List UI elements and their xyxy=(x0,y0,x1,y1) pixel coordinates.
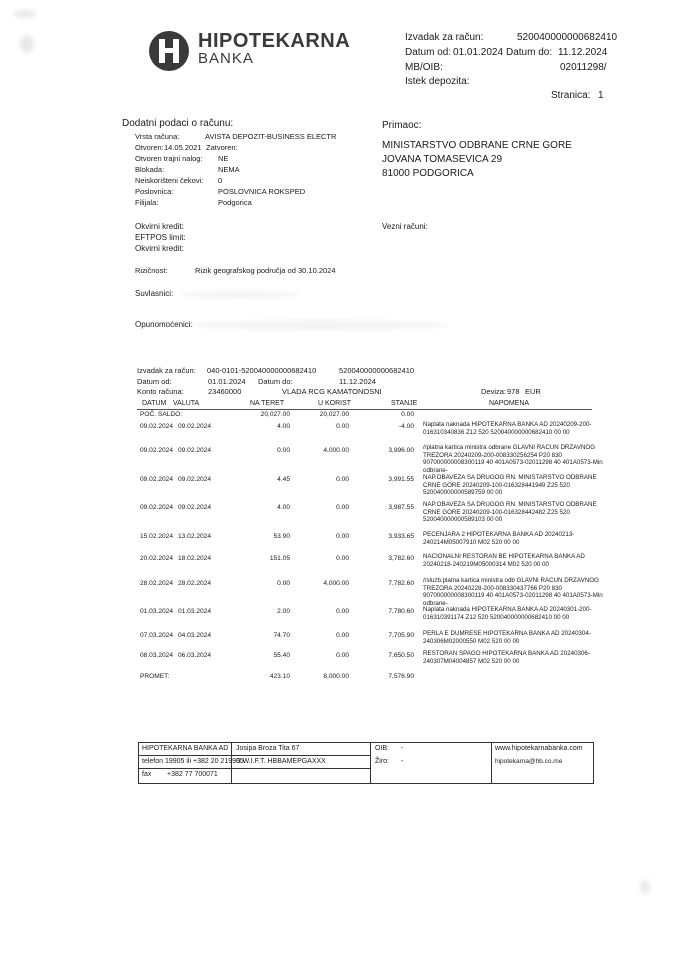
footer-divider xyxy=(370,743,371,783)
row-stanje: 3,987.55 xyxy=(388,504,414,511)
row-datum: 28.02.2024 xyxy=(140,580,174,587)
proxies-label: Opunomoćenici: xyxy=(135,320,193,329)
izvadak-label: Izvadak za račun: xyxy=(137,366,196,375)
footer-fax: +382 77 700071 xyxy=(167,771,218,778)
blockade-value: NEMA xyxy=(218,165,240,174)
currency-label: Deviza: xyxy=(481,387,507,396)
recipient-line3: 81000 PODGORICA xyxy=(382,168,474,179)
col-teret: NA TERET xyxy=(250,400,285,407)
standing-order-value: NE xyxy=(218,154,229,163)
footer-swift: S.W.I.F.T. HBBAMEPGAXXX xyxy=(236,758,326,765)
footer-email[interactable]: hipotekarna@hb.co.me xyxy=(495,758,563,765)
period-to-value: 11.12.2024 xyxy=(558,47,608,58)
row-stanje: 7,650.50 xyxy=(388,652,414,659)
col-korist: U KORIST xyxy=(318,400,352,407)
filijala-value: Podgorica xyxy=(218,198,252,207)
row-teret: 53.90 xyxy=(273,533,290,540)
row-teret: 0.00 xyxy=(277,580,290,587)
linked-accounts-label: Vezni računi: xyxy=(382,222,428,231)
footer-box xyxy=(138,742,594,784)
row-datum: 20.02.2024 xyxy=(140,555,174,562)
row-teret: 4.00 xyxy=(277,504,290,511)
konto-name: VLADA RCG KAMATONOSNI xyxy=(282,387,382,396)
row-valuta: 09.02.2024 xyxy=(178,504,212,511)
period-to-label: Datum do: xyxy=(506,47,553,58)
row-napomena: PECENJARA 2 HIPOTEKARNA BANKA AD 20240213-240214M05007910 M02 520 00 00 xyxy=(423,531,575,546)
row-teret: 0.00 xyxy=(277,447,290,454)
scan-smudge xyxy=(640,880,650,894)
row-napomena: NAP.OBAVEZA SA DRUGOG RN. MINISTARSTVO ODBRANE CRNE GORE 20240209-100-016328441949 Z25 520 520040000000589759 00 00 xyxy=(423,474,597,497)
row-valuta: 09.02.2024 xyxy=(178,476,212,483)
col-napomena: NAPOMENA xyxy=(489,400,530,407)
row-datum: 09.02.2024 xyxy=(140,504,174,511)
footer-fax-label: fax xyxy=(142,771,152,778)
footer-address: Josipa Broza Tita 67 xyxy=(236,745,300,752)
row-stanje: 3,991.55 xyxy=(388,476,414,483)
total-teret: 423.10 xyxy=(269,673,290,680)
closed-label: Zatvoren: xyxy=(206,143,238,152)
blockade-label: Blokada: xyxy=(135,165,165,174)
row-valuta: 01.03.2024 xyxy=(178,608,212,615)
row-valuta: 04.03.2024 xyxy=(178,632,212,639)
credit-limit-label: Okvirni kredit: xyxy=(135,222,184,231)
row-stanje: 3,996.00 xyxy=(388,447,414,454)
row-datum: 09.02.2024 xyxy=(140,423,174,430)
mb-label: MB/OIB: xyxy=(405,62,443,73)
branch-value: POSLOVNICA ROKSPED xyxy=(218,187,306,196)
datum-do-label: Datum do: xyxy=(258,377,293,386)
row-teret: 4.45 xyxy=(277,476,290,483)
table-header xyxy=(137,398,592,410)
row-napomena: NAP.OBAVEZA SA DRUGOG RN. MINISTARSTVO ODBRANE CRNE GORE 20240209-100-016328442482 Z25 520 520040000000589103 00 00 xyxy=(423,501,597,524)
footer-phone: telefon 19905 ili +382 20 219905 xyxy=(142,758,244,765)
statement-account-value: 520040000000682410 xyxy=(517,32,618,43)
row-napomena: RESTORAN SPAGO HIPOTEKARNA BANKA AD 20240306-240307M04004857 M02 520 00 00 xyxy=(423,650,590,665)
account-type-value: AVISTA DEPOZIT-BUSINESS ELECTR xyxy=(205,132,337,141)
row-stanje: 7,780.60 xyxy=(388,608,414,615)
datum-od-label: Datum od: xyxy=(137,377,172,386)
scan-smudge xyxy=(190,320,450,330)
period-from-value: 01.01.2024 xyxy=(453,47,504,58)
scan-smudge xyxy=(14,10,36,18)
row-stanje: 7,782.60 xyxy=(388,580,414,587)
col-valuta: VALUTA xyxy=(173,400,200,407)
co-owners-label: Suvlasnici: xyxy=(135,289,174,298)
footer-divider xyxy=(491,743,492,783)
row-teret: 151.05 xyxy=(269,555,290,562)
row-korist: 4,000.00 xyxy=(323,447,349,454)
konto-label: Konto računa: xyxy=(137,387,184,396)
deposit-expiry-label: Istek depozita: xyxy=(405,76,470,87)
credit-limit2-label: Okvirni kredit: xyxy=(135,244,184,253)
footer-divider xyxy=(139,768,371,769)
row-napomena: Naplata naknada HIPOTEKARNA BANKA AD 20240301-200-016310391174 Z12 520 520040000000682410 00 00 xyxy=(423,606,592,621)
row-napomena: Naplata naknada HIPOTEKARNA BANKA AD 20240209-200-016310340836 Z12 520 520040000000682410 00 00 xyxy=(423,421,592,436)
standing-order-label: Otvoren trajni nalog: xyxy=(135,154,203,163)
row-stanje: -4.00 xyxy=(398,423,414,430)
col-stanje: STANJE xyxy=(391,400,418,407)
row-valuta: 28.02.2024 xyxy=(178,580,212,587)
row-korist: 0.00 xyxy=(336,608,349,615)
risk-label: Rizičnost: xyxy=(135,266,168,275)
eftpos-limit-label: EFTPOS limit: xyxy=(135,233,186,242)
row-teret: 4.00 xyxy=(277,423,290,430)
total-stanje: 7,576.90 xyxy=(388,673,414,680)
unused-cheques-value: 0 xyxy=(218,176,223,185)
footer-bank-name: HIPOTEKARNA BANKA AD xyxy=(142,745,229,752)
footer-oib-value: - xyxy=(401,745,404,752)
izvadak-value-short: 520040000000682410 xyxy=(339,366,415,375)
risk-value: Rizik geografskog područja od 30.10.2024 xyxy=(195,266,336,275)
statement-account-label: Izvadak za račun: xyxy=(405,32,484,43)
row-valuta: 09.02.2024 xyxy=(178,423,212,430)
row-datum: 07.03.2024 xyxy=(140,632,174,639)
row-stanje: 3,782.60 xyxy=(388,555,414,562)
currency-name: EUR xyxy=(525,387,541,396)
bank-name: HIPOTEKARNA xyxy=(198,30,351,52)
total-korist: 8,000.00 xyxy=(323,673,349,680)
opening-teret: 20,027.00 xyxy=(260,411,290,418)
row-napomena: //platna kartica ministra odbrane GLAVNI RACUN DRZAVNOG TREZORA 20240209-200-008330256254 P20 830 907000000008300119 40 401A0573-02011298 40 401A0573-Min odbrane- xyxy=(423,444,603,474)
row-korist: 0.00 xyxy=(336,652,349,659)
row-korist: 0.00 xyxy=(336,533,349,540)
row-datum: 09.02.2024 xyxy=(140,476,174,483)
row-datum: 01.03.2024 xyxy=(140,608,174,615)
row-datum: 08.03.2024 xyxy=(140,652,174,659)
row-teret: 2.00 xyxy=(277,608,290,615)
footer-oib-label: OIB: xyxy=(375,745,390,752)
page-label: Stranica: xyxy=(551,90,591,101)
row-valuta: 09.02.2024 xyxy=(178,447,212,454)
row-korist: 0.00 xyxy=(336,632,349,639)
datum-od-value: 01.01.2024 xyxy=(208,377,246,386)
recipient-line2: JOVANA TOMASEVICA 29 xyxy=(382,154,503,165)
row-korist: 0.00 xyxy=(336,476,349,483)
mb-value: 02011298/ xyxy=(560,62,607,73)
row-valuta: 18.02.2024 xyxy=(178,555,212,562)
unused-cheques-label: Neiskorišteni čekovi: xyxy=(135,176,204,185)
row-datum: 09.02.2024 xyxy=(140,447,174,454)
footer-website[interactable]: www.hipotekarnabanka.com xyxy=(495,745,583,752)
opening-stanje: 0.00 xyxy=(401,411,414,418)
total-label: PROMET: xyxy=(140,673,170,680)
row-korist: 0.00 xyxy=(336,555,349,562)
branch-label: Poslovnica: xyxy=(135,187,174,196)
footer-ziro-label: Žiro: xyxy=(375,758,389,765)
footer-ziro-value: - xyxy=(401,758,404,765)
row-korist: 0.00 xyxy=(336,504,349,511)
row-stanje: 7,705.90 xyxy=(388,632,414,639)
recipient-title: Primaoc: xyxy=(382,120,422,131)
bank-logo-icon xyxy=(148,30,190,72)
account-type-label: Vrsta računa: xyxy=(135,132,180,141)
period-from-label: Datum od: xyxy=(405,47,452,58)
row-napomena: PERLA E DUMRESE HIPOTEKARNA BANKA AD 20240304-240306M02000550 M02 520 00 00 xyxy=(423,630,591,645)
opening-label: POČ. SALDO: xyxy=(140,411,183,418)
opened-value: 14.05.2021 xyxy=(164,143,202,152)
scan-smudge xyxy=(180,291,300,298)
account-info-title: Dodatni podaci o računu: xyxy=(122,118,234,129)
row-teret: 55.40 xyxy=(273,652,290,659)
row-korist: 0.00 xyxy=(336,423,349,430)
row-datum: 15.02.2024 xyxy=(140,533,174,540)
row-korist: 4,000.00 xyxy=(323,580,349,587)
opened-label: Otvoren: xyxy=(135,143,164,152)
footer-divider xyxy=(139,755,371,756)
konto-value: 23460000 xyxy=(208,387,242,396)
row-valuta: 06.03.2024 xyxy=(178,652,212,659)
scan-smudge xyxy=(20,35,34,53)
opening-korist: 20,027.00 xyxy=(319,411,349,418)
bank-subname: BANKA xyxy=(198,50,254,67)
row-valuta: 13.02.2024 xyxy=(178,533,212,540)
row-stanje: 3,933.65 xyxy=(388,533,414,540)
row-napomena: //sluzb.platna kartica ministra odb GLAVNI RACUN DRZAVNOG TREZORA 20240228-200-008330437766 P20 830 907000000008300119 40 401A0573-02011298 40 401A0573-Min odbrane- xyxy=(423,577,603,607)
izvadak-value: 040-0101-520040000000682410 xyxy=(207,366,317,375)
datum-do-value: 11.12.2024 xyxy=(339,377,376,386)
filijala-label: Filijala: xyxy=(135,198,159,207)
row-teret: 74.70 xyxy=(273,632,290,639)
row-napomena: NACIONALNI RESTORAN BE HIPOTEKARNA BANKA AD 20240218-240219M05000314 M02 520 00 00 xyxy=(423,553,585,568)
page-number: 1 xyxy=(598,90,604,101)
col-datum: DATUM xyxy=(142,400,167,407)
recipient-line1: MINISTARSTVO ODBRANE CRNE GORE xyxy=(382,140,572,151)
currency-code: 978 xyxy=(507,387,520,396)
